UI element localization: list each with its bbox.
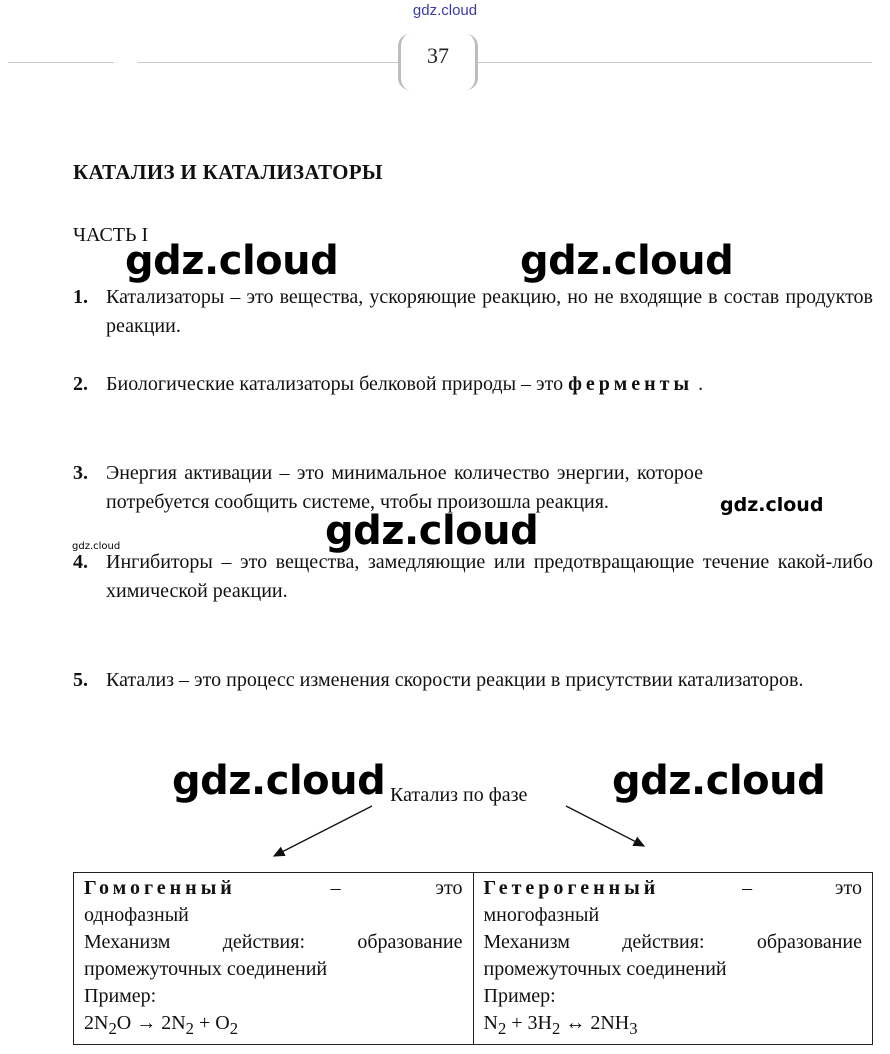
watermark: gdz.cloud (172, 758, 386, 804)
item-number: 5. (73, 669, 88, 691)
catalysis-table (73, 872, 873, 1045)
arrow-left (274, 806, 372, 856)
part-heading: ЧАСТЬ I (73, 224, 149, 246)
heterogeneous-heading: Гетерогенный (483, 877, 660, 899)
item-text: Катализаторы – это вещества, ускоряющие реакцию, но не входящие в состав продуктов реакции. (106, 286, 873, 337)
watermark: gdz.cloud (325, 508, 539, 554)
item-text: Биологические катализаторы белковой природы – это ферменты . (106, 373, 704, 395)
item-text: Катализ – это процесс изменения скорости реакции в присутствии катализаторов. (106, 669, 804, 691)
watermark: gdz.cloud (612, 758, 826, 804)
watermark: gdz.cloud (720, 494, 824, 516)
page-number: 37 (398, 34, 478, 90)
heterogeneous-equation: $N_2 + 3H_2$ ↔ $2NH_3$ (483, 1012, 638, 1038)
arrow-right (566, 806, 644, 846)
item-text: Энергия активации – это минимальное количество энергии, которое потребуется сообщить системе, чтобы произошла реакция. (106, 462, 703, 513)
homogeneous-equation: $2N_2O \to 2N_2 + O_2$ (84, 1012, 239, 1038)
watermark: gdz.cloud (72, 541, 121, 552)
item-number: 1. (73, 286, 88, 308)
emphasized-term: ферменты (568, 373, 694, 395)
watermark: gdz.cloud (520, 238, 734, 284)
item-number: 4. (73, 551, 88, 573)
item-number: 3. (73, 462, 88, 484)
homogeneous-cell: Гомогенный – это однофазный Механизм действия: образование промежуточных соединений Пример: $2N_2O \to 2N_2 + O_2$ (74, 873, 474, 1045)
top-watermark: gdz.cloud (412, 2, 478, 19)
homogeneous-heading: Гомогенный (84, 877, 236, 899)
heterogeneous-cell: Гетерогенный – это многофазный Механизм действия: образование промежуточных соединений Пример: $N_2 + 3H_2$ ↔ $2NH_3$ (473, 873, 873, 1045)
page-title: КАТАЛИЗ И КАТАЛИЗАТОРЫ (73, 160, 383, 184)
watermark: gdz.cloud (125, 238, 339, 284)
item-number: 2. (73, 373, 88, 395)
item-text: Ингибиторы – это вещества, замедляющие или предотвращающие течение какой-либо химической реакции. (106, 551, 873, 602)
diagram-root-label: Катализ по фазе (390, 784, 528, 806)
